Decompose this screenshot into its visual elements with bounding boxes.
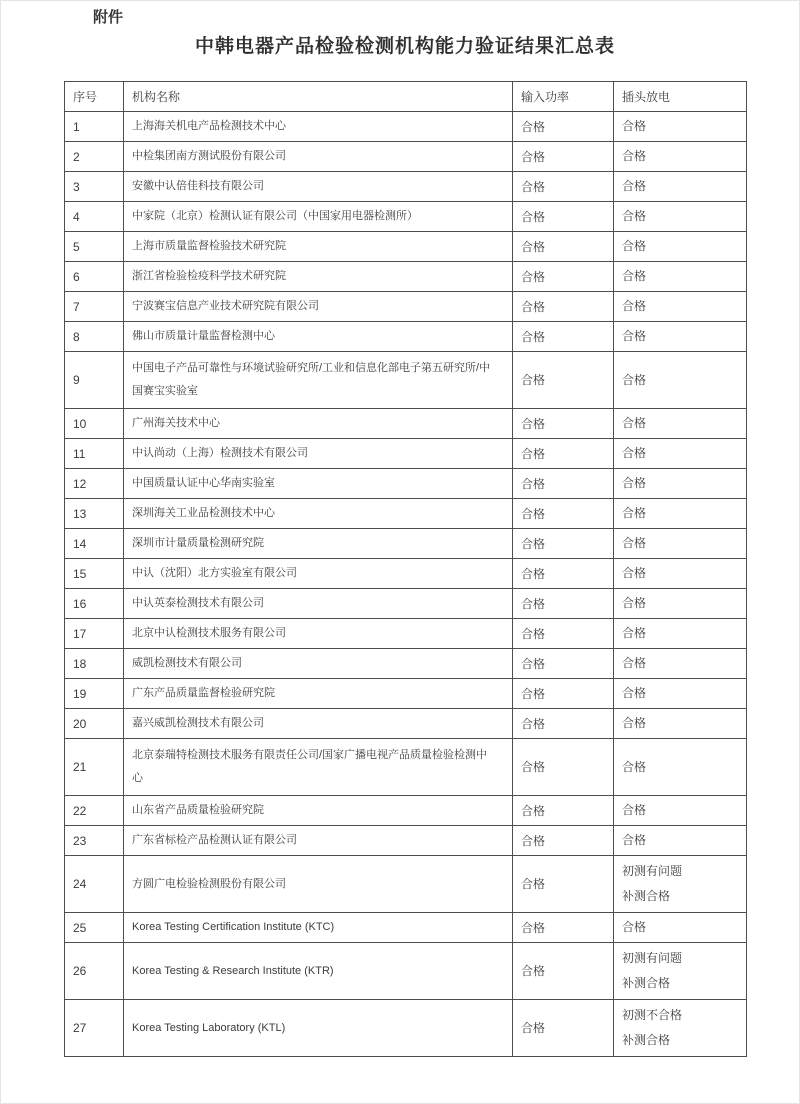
table-row xyxy=(65,292,747,322)
input-power-result-cell: 合格 xyxy=(513,202,614,232)
row-number-cell: 12 xyxy=(65,469,124,499)
plug-discharge-result-line: 合格 xyxy=(622,803,647,817)
input-power-result-cell: 合格 xyxy=(513,322,614,352)
institution-name-cell xyxy=(124,943,513,1000)
plug-discharge-result-line: 补测合格 xyxy=(622,1033,671,1047)
plug-discharge-result-line: 合格 xyxy=(622,446,647,460)
input-power-result-cell: 合格 xyxy=(513,142,614,172)
row-number-cell: 21 xyxy=(65,739,124,796)
table-row xyxy=(65,409,747,439)
plug-discharge-result-cell xyxy=(614,913,747,943)
plug-discharge-result-cell xyxy=(614,499,747,529)
input-power-result-cell: 合格 xyxy=(513,232,614,262)
row-number-cell: 25 xyxy=(65,913,124,943)
institution-name-line: 中检集团南方测试股份有限公司 xyxy=(132,150,286,162)
plug-discharge-result-cell xyxy=(614,439,747,469)
table-row xyxy=(65,943,747,1000)
institution-name-line: 中认尚动（上海）检测技术有限公司 xyxy=(132,447,308,459)
table-row xyxy=(65,232,747,262)
attachment-label: 附件 xyxy=(93,9,124,26)
plug-discharge-result-line: 合格 xyxy=(622,372,647,387)
institution-name-line: 中家院（北京）检测认证有限公司（中国家用电器检测所） xyxy=(132,210,418,222)
institution-name-line: 中国质量认证中心华南实验室 xyxy=(132,477,275,489)
institution-name-cell xyxy=(124,856,513,913)
plug-discharge-result-cell xyxy=(614,202,747,232)
row-number-cell: 10 xyxy=(65,409,124,439)
input-power-result-cell: 合格 xyxy=(513,943,614,1000)
institution-name-line: 广东产品质量监督检验研究院 xyxy=(132,687,275,699)
plug-discharge-result-cell xyxy=(614,739,747,796)
institution-name-cell xyxy=(124,409,513,439)
row-number-cell: 24 xyxy=(65,856,124,913)
row-number-cell: 11 xyxy=(65,439,124,469)
input-power-result-cell: 合格 xyxy=(513,262,614,292)
plug-discharge-result-cell xyxy=(614,529,747,559)
input-power-result-cell: 合格 xyxy=(513,409,614,439)
row-number-cell: 19 xyxy=(65,679,124,709)
plug-discharge-result-line: 合格 xyxy=(622,506,647,520)
plug-discharge-result-line: 初测有问题 xyxy=(622,864,683,878)
input-power-result-cell: 合格 xyxy=(513,529,614,559)
column-header-no: 序号 xyxy=(65,82,124,112)
institution-name-cell xyxy=(124,913,513,943)
institution-name-line: 山东省产品质量检验研究院 xyxy=(132,804,264,816)
row-number-cell: 4 xyxy=(65,202,124,232)
column-header-input-power: 输入功率 xyxy=(513,82,614,112)
institution-name-line: 中国电子产品可靠性与环境试验研究所/工业和信息化部电子第五研究所/中 xyxy=(132,362,491,374)
institution-name-line: 广州海关技术中心 xyxy=(132,417,220,429)
table-row xyxy=(65,619,747,649)
table-row xyxy=(65,559,747,589)
row-number-cell: 15 xyxy=(65,559,124,589)
input-power-result-cell: 合格 xyxy=(513,499,614,529)
plug-discharge-result-cell xyxy=(614,352,747,409)
input-power-result-cell: 合格 xyxy=(513,439,614,469)
institution-name-cell xyxy=(124,499,513,529)
input-power-result-cell: 合格 xyxy=(513,709,614,739)
plug-discharge-result-cell xyxy=(614,649,747,679)
table-row xyxy=(65,172,747,202)
row-number-cell: 20 xyxy=(65,709,124,739)
institution-name-cell xyxy=(124,679,513,709)
page-title: 中韩电器产品检验检测机构能力验证结果汇总表 xyxy=(194,36,615,57)
table-row xyxy=(65,529,747,559)
institution-name-cell xyxy=(124,292,513,322)
institution-name-line: 中认英泰检测技术有限公司 xyxy=(132,597,264,609)
row-number-cell: 1 xyxy=(65,112,124,142)
institution-name-line: Korea Testing & Research Institute (KTR) xyxy=(132,964,334,977)
institution-name-cell xyxy=(124,352,513,409)
institution-name-cell xyxy=(124,262,513,292)
table-row xyxy=(65,826,747,856)
plug-discharge-result-line: 合格 xyxy=(622,476,647,490)
row-number-cell: 2 xyxy=(65,142,124,172)
plug-discharge-result-cell xyxy=(614,589,747,619)
input-power-result-cell: 合格 xyxy=(513,856,614,913)
institution-name-cell xyxy=(124,322,513,352)
institution-name-line: 北京中认检测技术服务有限公司 xyxy=(132,627,286,639)
table-row xyxy=(65,322,747,352)
plug-discharge-result-line: 合格 xyxy=(622,239,647,253)
input-power-result-cell: 合格 xyxy=(513,739,614,796)
plug-discharge-result-cell xyxy=(614,322,747,352)
institution-name-line: 中认（沈阳）北方实验室有限公司 xyxy=(132,567,297,579)
table-row xyxy=(65,739,747,796)
institution-name-line: 深圳海关工业品检测技术中心 xyxy=(132,507,275,519)
plug-discharge-result-cell xyxy=(614,232,747,262)
input-power-result-cell: 合格 xyxy=(513,589,614,619)
plug-discharge-result-line: 补测合格 xyxy=(622,976,671,990)
institution-name-line: 上海海关机电产品检测技术中心 xyxy=(132,120,286,132)
institution-name-line: 北京泰瑞特检测技术服务有限责任公司/国家广播电视产品质量检验检测中 xyxy=(132,749,488,761)
plug-discharge-result-line: 合格 xyxy=(622,416,647,430)
institution-name-cell xyxy=(124,796,513,826)
institution-name-cell xyxy=(124,739,513,796)
row-number-cell: 3 xyxy=(65,172,124,202)
plug-discharge-result-line: 合格 xyxy=(622,656,647,670)
institution-name-cell xyxy=(124,439,513,469)
plug-discharge-result-line: 合格 xyxy=(622,269,647,283)
row-number-cell: 16 xyxy=(65,589,124,619)
table-row xyxy=(65,856,747,913)
institution-name-cell xyxy=(124,232,513,262)
institution-name-cell xyxy=(124,826,513,856)
institution-name-cell xyxy=(124,529,513,559)
row-number-cell: 9 xyxy=(65,352,124,409)
table-header-row xyxy=(65,82,747,112)
plug-discharge-result-line: 合格 xyxy=(622,626,647,640)
plug-discharge-result-line: 合格 xyxy=(622,536,647,550)
plug-discharge-result-line: 合格 xyxy=(622,209,647,223)
input-power-result-cell: 合格 xyxy=(513,352,614,409)
table-row xyxy=(65,352,747,409)
plug-discharge-result-line: 初测有问题 xyxy=(622,951,683,965)
plug-discharge-result-line: 合格 xyxy=(622,329,647,343)
institution-name-cell xyxy=(124,559,513,589)
institution-name-cell xyxy=(124,172,513,202)
plug-discharge-result-cell xyxy=(614,709,747,739)
plug-discharge-result-cell xyxy=(614,409,747,439)
row-number-cell: 6 xyxy=(65,262,124,292)
row-number-cell: 27 xyxy=(65,1000,124,1057)
plug-discharge-result-line: 合格 xyxy=(622,179,647,193)
table-body xyxy=(65,112,747,1057)
institution-name-line: 广东省标检产品检测认证有限公司 xyxy=(132,834,297,846)
institution-name-cell xyxy=(124,1000,513,1057)
table-row xyxy=(65,112,747,142)
institution-name-line: 心 xyxy=(132,772,143,784)
input-power-result-cell: 合格 xyxy=(513,292,614,322)
plug-discharge-result-line: 合格 xyxy=(622,566,647,580)
institution-name-line: 佛山市质量计量监督检测中心 xyxy=(132,330,275,342)
institution-name-line: 深圳市计量质量检测研究院 xyxy=(132,537,264,549)
plug-discharge-result-cell xyxy=(614,943,747,1000)
institution-name-line: 浙江省检验检疫科学技术研究院 xyxy=(132,270,286,282)
institution-name-line: 宁波赛宝信息产业技术研究院有限公司 xyxy=(132,300,319,312)
table-row xyxy=(65,499,747,529)
plug-discharge-result-line: 合格 xyxy=(622,686,647,700)
institution-name-cell xyxy=(124,112,513,142)
plug-discharge-result-cell xyxy=(614,469,747,499)
plug-discharge-result-cell xyxy=(614,826,747,856)
institution-name-cell xyxy=(124,589,513,619)
input-power-result-cell: 合格 xyxy=(513,619,614,649)
table-row xyxy=(65,469,747,499)
row-number-cell: 23 xyxy=(65,826,124,856)
input-power-result-cell: 合格 xyxy=(513,913,614,943)
institution-name-line: Korea Testing Certification Institute (KTC) xyxy=(132,921,335,933)
row-number-cell: 13 xyxy=(65,499,124,529)
input-power-result-cell: 合格 xyxy=(513,469,614,499)
table-row xyxy=(65,439,747,469)
plug-discharge-result-line: 补测合格 xyxy=(622,889,671,903)
table-row xyxy=(65,679,747,709)
row-number-cell: 7 xyxy=(65,292,124,322)
plug-discharge-result-line: 合格 xyxy=(622,596,647,610)
input-power-result-cell: 合格 xyxy=(513,172,614,202)
table-row xyxy=(65,142,747,172)
institution-name-cell xyxy=(124,469,513,499)
institution-name-line: 方圆广电检验检测股份有限公司 xyxy=(132,877,286,890)
table-row xyxy=(65,913,747,943)
plug-discharge-result-cell xyxy=(614,679,747,709)
results-table xyxy=(64,81,747,1057)
plug-discharge-result-cell xyxy=(614,856,747,913)
plug-discharge-result-line: 合格 xyxy=(622,299,647,313)
row-number-cell: 14 xyxy=(65,529,124,559)
institution-name-cell xyxy=(124,709,513,739)
row-number-cell: 26 xyxy=(65,943,124,1000)
table-row xyxy=(65,649,747,679)
institution-name-cell xyxy=(124,619,513,649)
input-power-result-cell: 合格 xyxy=(513,826,614,856)
institution-name-line: 安徽中认倍佳科技有限公司 xyxy=(132,180,264,192)
input-power-result-cell: 合格 xyxy=(513,796,614,826)
plug-discharge-result-line: 合格 xyxy=(622,716,647,730)
input-power-result-cell: 合格 xyxy=(513,649,614,679)
input-power-result-cell: 合格 xyxy=(513,679,614,709)
institution-name-line: 上海市质量监督检验技术研究院 xyxy=(132,240,286,252)
plug-discharge-result-line: 合格 xyxy=(622,759,647,774)
row-number-cell: 18 xyxy=(65,649,124,679)
table-row xyxy=(65,589,747,619)
plug-discharge-result-cell xyxy=(614,172,747,202)
plug-discharge-result-cell xyxy=(614,619,747,649)
table-row xyxy=(65,202,747,232)
plug-discharge-result-line: 合格 xyxy=(622,920,647,934)
institution-name-cell xyxy=(124,202,513,232)
institution-name-cell xyxy=(124,649,513,679)
plug-discharge-result-line: 合格 xyxy=(622,149,647,163)
column-header-institution: 机构名称 xyxy=(124,82,513,112)
table-row xyxy=(65,709,747,739)
plug-discharge-result-cell xyxy=(614,796,747,826)
row-number-cell: 8 xyxy=(65,322,124,352)
table-row xyxy=(65,1000,747,1057)
row-number-cell: 5 xyxy=(65,232,124,262)
input-power-result-cell: 合格 xyxy=(513,1000,614,1057)
plug-discharge-result-line: 合格 xyxy=(622,119,647,133)
table-row xyxy=(65,262,747,292)
table-row xyxy=(65,796,747,826)
input-power-result-cell: 合格 xyxy=(513,112,614,142)
plug-discharge-result-cell xyxy=(614,262,747,292)
plug-discharge-result-cell xyxy=(614,292,747,322)
plug-discharge-result-cell xyxy=(614,559,747,589)
institution-name-line: Korea Testing Laboratory (KTL) xyxy=(132,1021,286,1034)
row-number-cell: 17 xyxy=(65,619,124,649)
input-power-result-cell: 合格 xyxy=(513,559,614,589)
plug-discharge-result-line: 合格 xyxy=(622,833,647,847)
institution-name-cell xyxy=(124,142,513,172)
plug-discharge-result-cell xyxy=(614,1000,747,1057)
institution-name-line: 威凯检测技术有限公司 xyxy=(132,657,242,669)
row-number-cell: 22 xyxy=(65,796,124,826)
institution-name-line: 嘉兴威凯检测技术有限公司 xyxy=(132,717,264,729)
plug-discharge-result-line: 初测不合格 xyxy=(622,1008,683,1022)
institution-name-line: 国赛宝实验室 xyxy=(132,385,198,397)
plug-discharge-result-cell xyxy=(614,112,747,142)
plug-discharge-result-cell xyxy=(614,142,747,172)
column-header-plug-discharge: 插头放电 xyxy=(614,82,747,112)
